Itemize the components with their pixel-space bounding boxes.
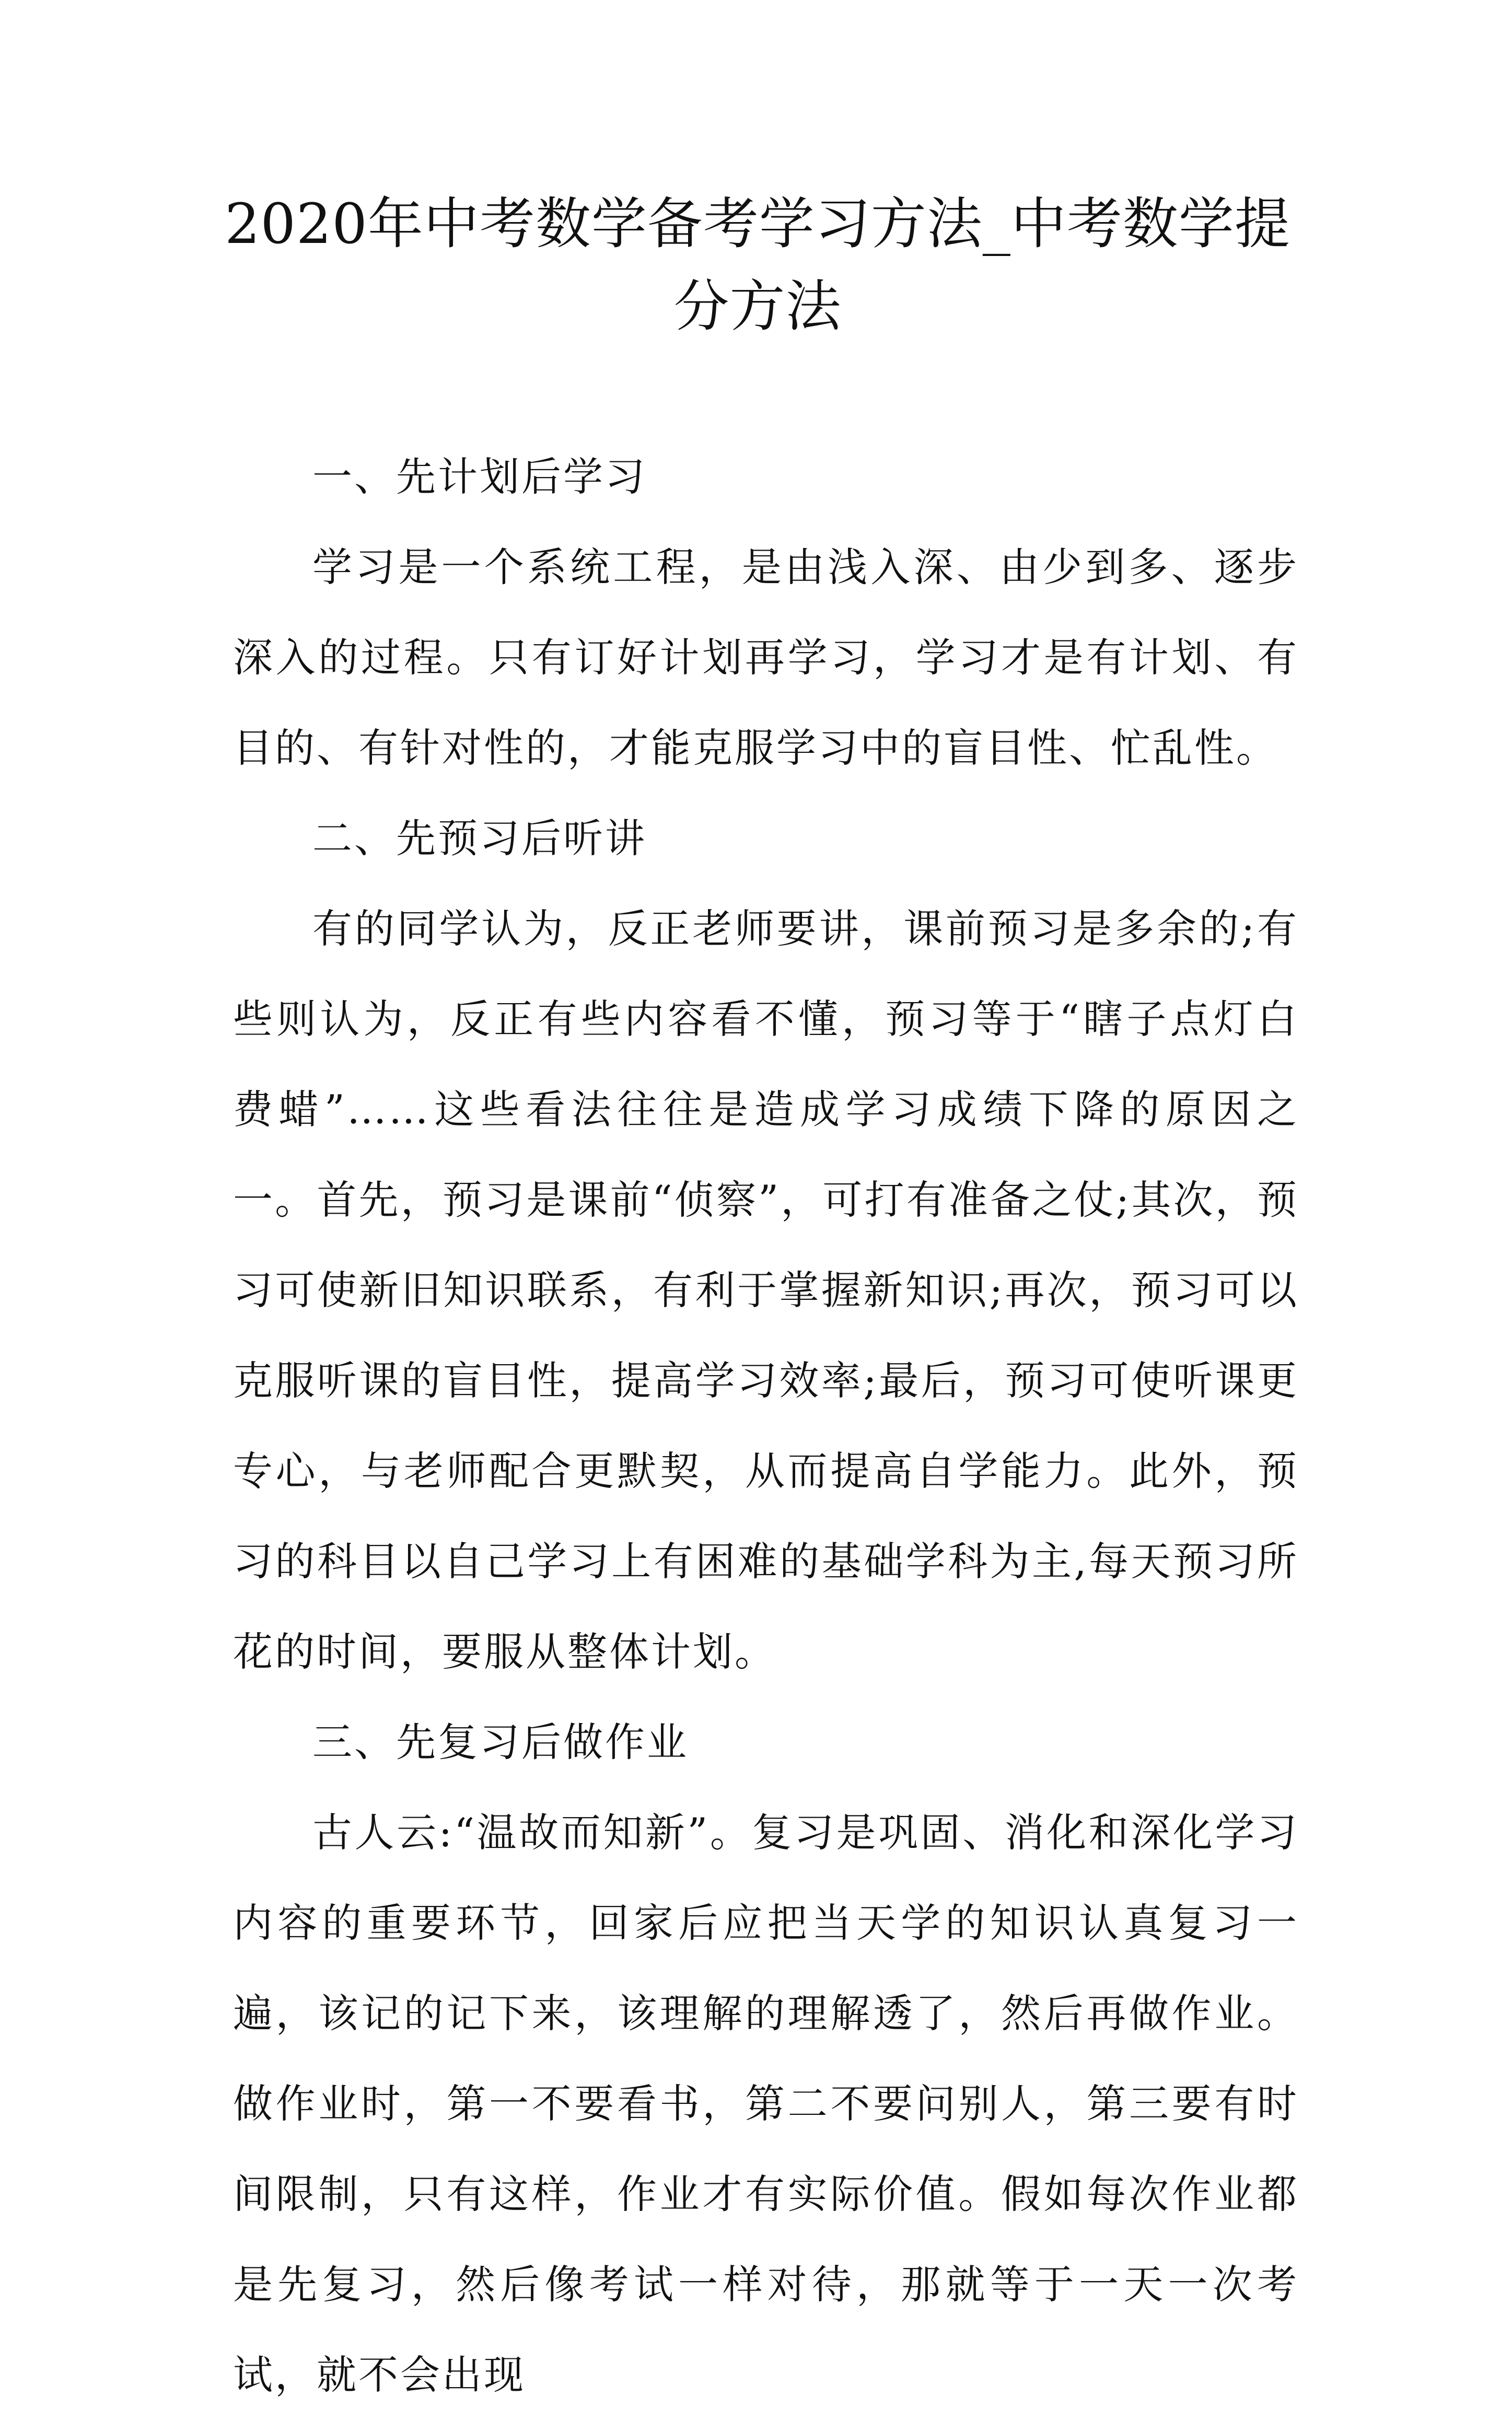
section-paragraph-3: 古人云:“温故而知新”。复习是巩固、消化和深化学习内容的重要环节，回家后应把当天学的知识认真复习一遍，该记的记下来，该理解的理解透了，然后再做作业。做作业时，第一不要看书，第二不要问别人，第三要有时间限制，只有这样，作业才有实际价值。假如每次作业都是先复习，然后像考试一样对待，那就等于一天一次考试，就不会出现 <box>233 1809 1299 2398</box>
section-heading-1: 一、先计划后学习 <box>312 453 647 500</box>
section-heading-2: 二、先预习后听讲 <box>312 815 647 862</box>
section-heading-3: 三、先复习后做作业 <box>312 1719 689 1765</box>
section-paragraph-2: 有的同学认为，反正老师要讲，课前预习是多余的;有些则认为，反正有些内容看不懂，预习等于“瞎子点灯白费蜡”……这些看法往往是造成学习成绩下降的原因之一。首先，预习是课前“侦察”，可打有准备之仗;其次，预习可使新旧知识联系，有利于掌握新知识;再次，预习可以克服听课的盲目性，提高学习效率;最后，预习可使听课更专心，与老师配合更默契，从而提高自学能力。此外，预习的科目以自己学习上有困难的基础学科为主,每天预习所花的时间，要服从整体计划。 <box>233 905 1299 1675</box>
document-body <box>233 432 1299 2420</box>
section-paragraph-1: 学习是一个系统工程，是由浅入深、由少到多、逐步深入的过程。只有订好计划再学习，学习才是有计划、有目的、有针对性的，才能克服学习中的盲目性、忙乱性。 <box>233 544 1299 771</box>
document-title: 2020年中考数学备考学习方法_中考数学提分方法 <box>225 192 1290 339</box>
